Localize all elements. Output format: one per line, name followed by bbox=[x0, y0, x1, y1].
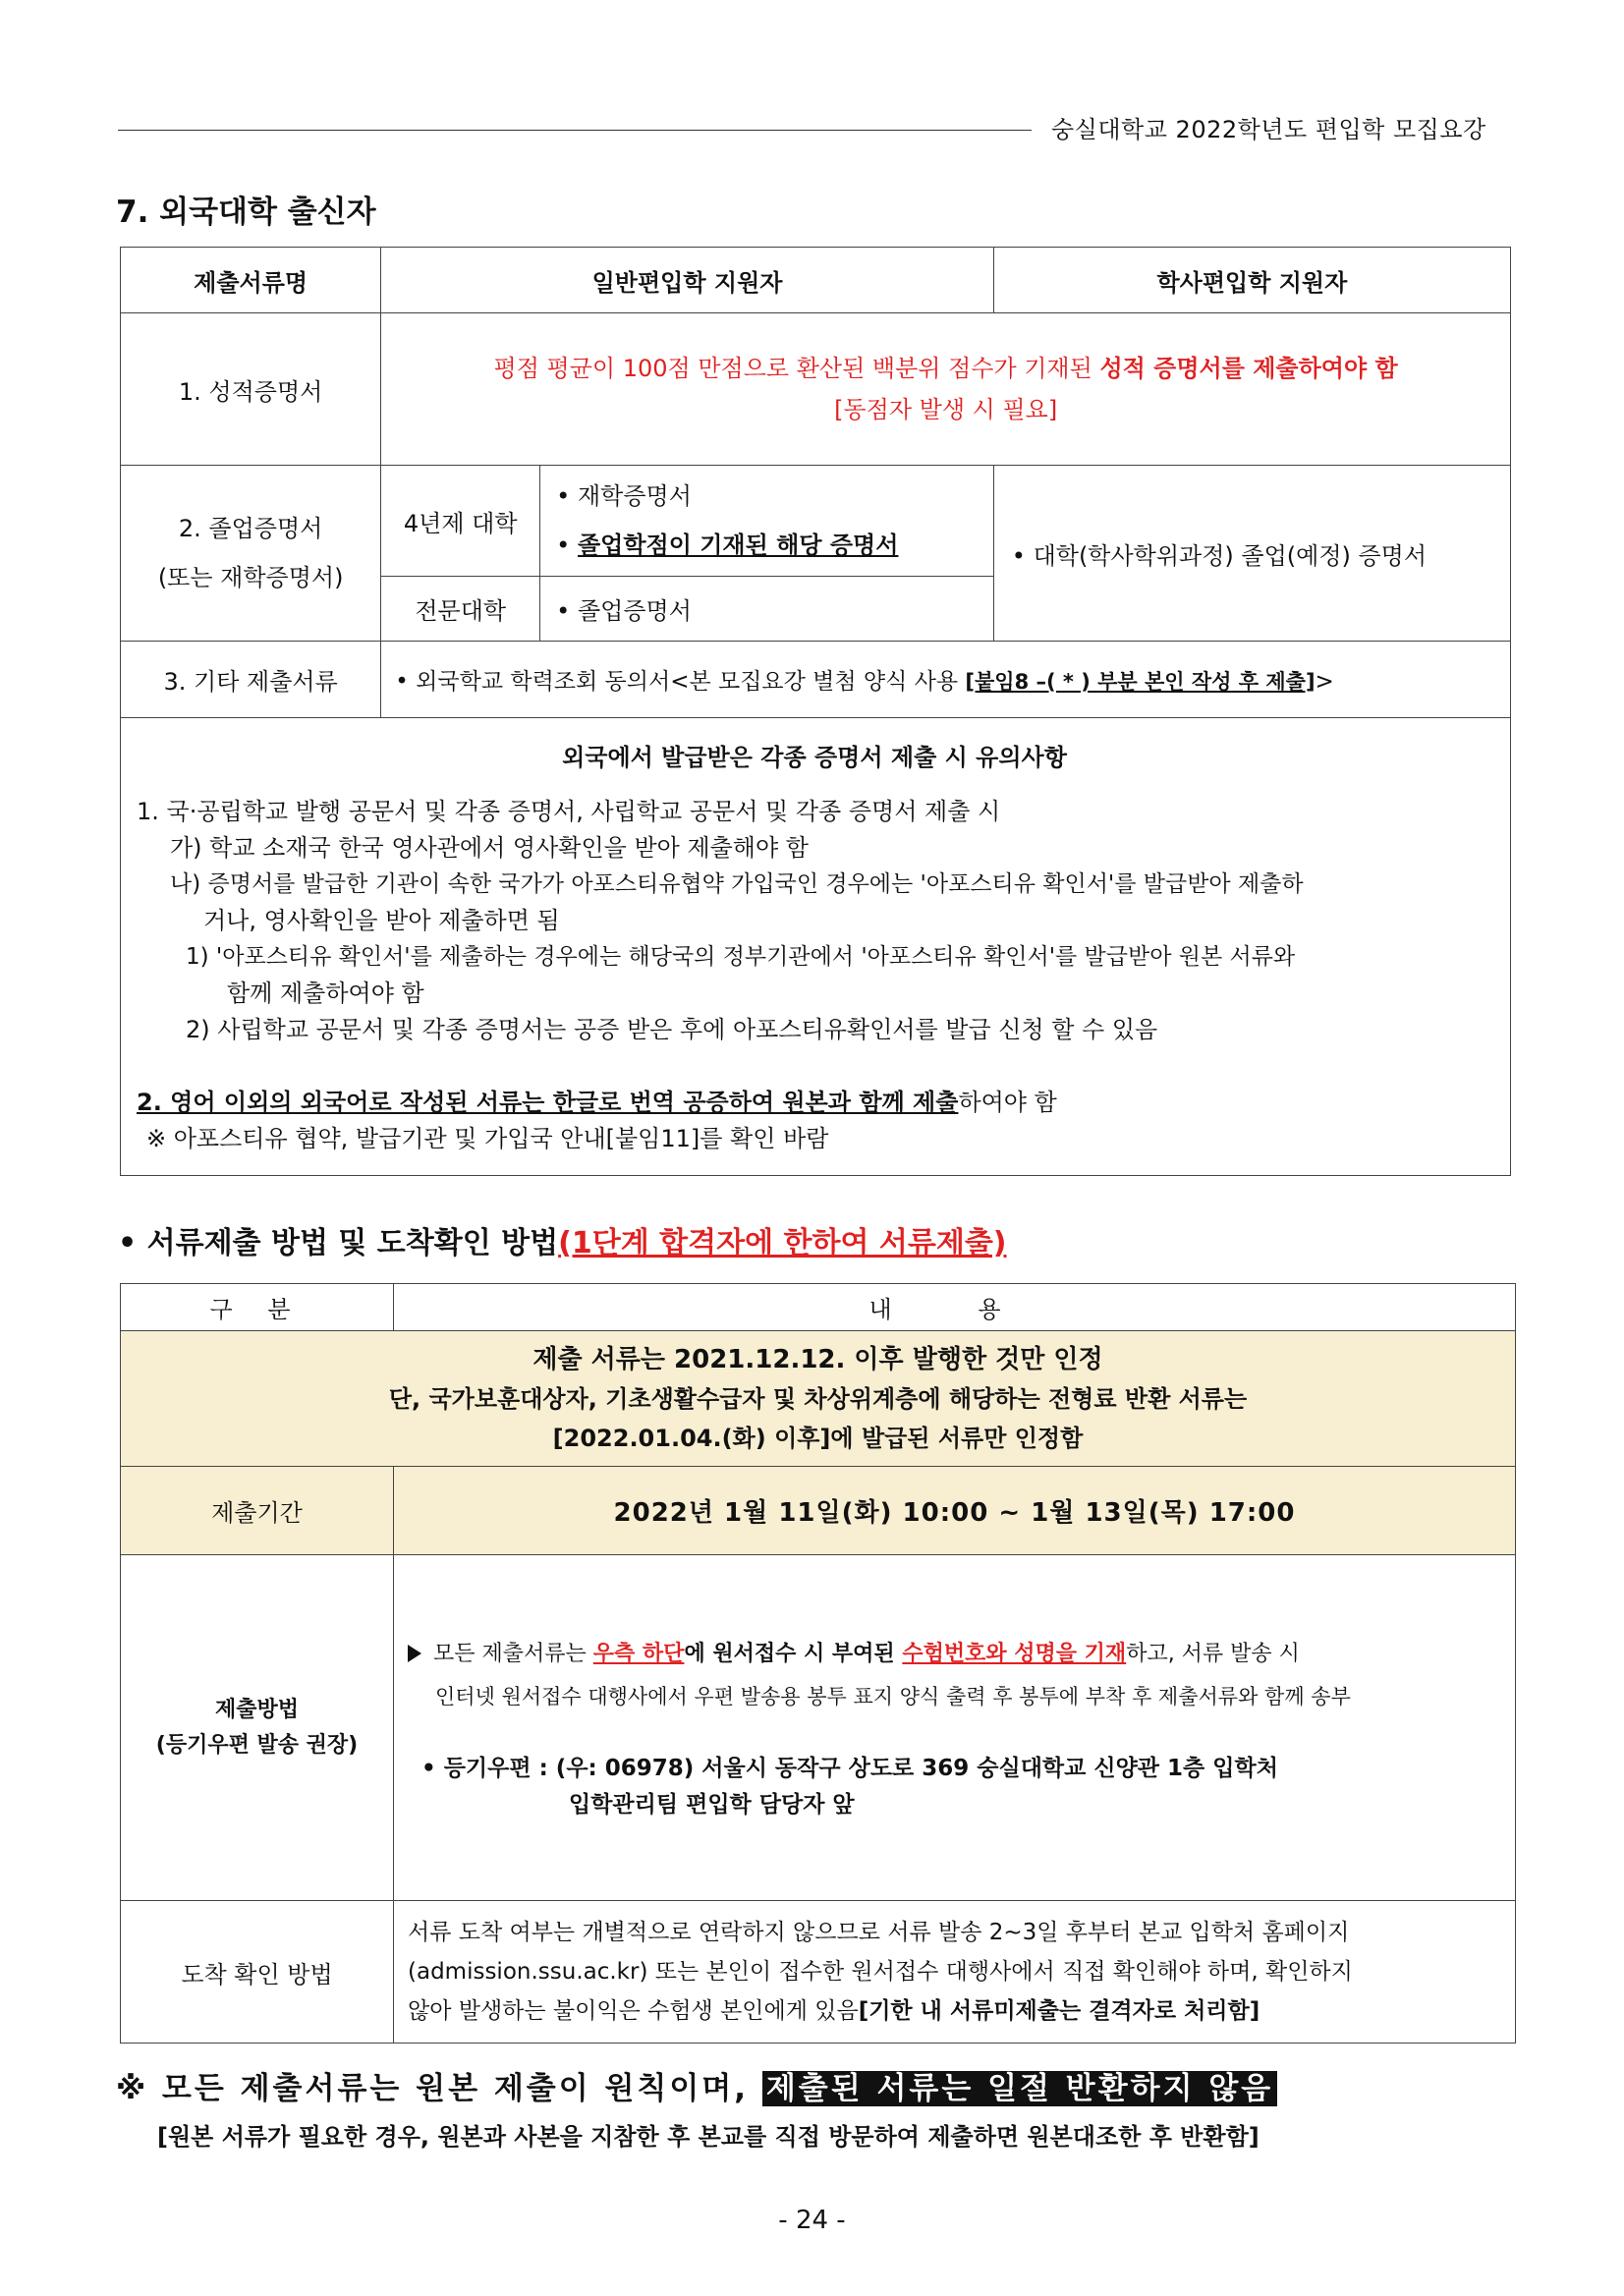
notes-box bbox=[121, 718, 1511, 1176]
section-title: 7. 외국대학 출신자 bbox=[116, 195, 376, 230]
period-label: 제출기간 bbox=[121, 1467, 394, 1555]
period-value: 2022년 1월 11일(화) 10:00 ~ 1월 13일(목) 17:00 bbox=[394, 1467, 1516, 1555]
note-line-2: 가) 학교 소재국 한국 영사관에서 영사확인을 받아 제출해야 함 bbox=[170, 834, 809, 862]
note-line-9: ※ 아포스티유 협약, 발급기관 및 가입국 안내[붙임11]를 확인 바람 bbox=[146, 1125, 829, 1152]
row-other-content: • 외국학교 학력조회 동의서<본 모집요강 별첨 양식 사용 [붙임8 –( * ) 부분 본인 작성 후 제출]> bbox=[381, 642, 1511, 718]
bachelor-doc: • 대학(학사학위과정) 졸업(예정) 증명서 bbox=[993, 466, 1510, 642]
method-line-1: 모든 제출서류는 우측 하단에 원서접수 시 부여된 수험번호와 성명을 기재하고, 서류 발송 시 bbox=[408, 1637, 1515, 1667]
graduation-label-line2: (또는 재학증명서) bbox=[157, 564, 344, 591]
row-other-label: 3. 기타 제출서류 bbox=[121, 642, 381, 718]
college-label: 전문대학 bbox=[381, 577, 540, 642]
notice-line-2: 단, 국가보훈대상자, 기초생활수급자 및 차상위계층에 해당하는 전형료 반환 서류는 bbox=[388, 1384, 1248, 1413]
transcript-text: 평점 평균이 100점 만점으로 환산된 백분위 점수가 기재된 bbox=[493, 355, 1100, 382]
notice-line-3: [2022.01.04.(화) 이후]에 발급된 서류만 인정함 bbox=[552, 1424, 1084, 1452]
notes-title: 외국에서 발급받은 각종 증명서 제출 시 유의사항 bbox=[562, 744, 1067, 771]
notice-line-1: 제출 서류는 2021.12.12. 이후 발행한 것만 인정 bbox=[532, 1344, 1103, 1374]
original-docs-note: ※ 모든 제출서류는 원본 제출이 원칙이며, 제출된 서류는 일절 반환하지 않음 bbox=[116, 2063, 1277, 2107]
method-label: 제출방법 (등기우편 발송 권장) bbox=[121, 1555, 394, 1901]
univ4-item-enrollment: • 재학증명서 bbox=[556, 482, 692, 510]
check-label: 도착 확인 방법 bbox=[121, 1901, 394, 2044]
check-line-2: (admission.ssu.ac.kr) 또는 본인이 접수한 원서접수 대행사에서 직접 확인해야 하며, 확인하지 bbox=[408, 1959, 1353, 1985]
univ4-items bbox=[540, 466, 994, 577]
check-content bbox=[394, 1901, 1516, 2044]
no-return-notice: 제출된 서류는 일절 반환하지 않음 bbox=[762, 2071, 1277, 2106]
col-header-bachelor: 학사편입학 지원자 bbox=[993, 248, 1510, 313]
college-item: • 졸업증명서 bbox=[540, 577, 994, 642]
submission-title: • 서류제출 방법 및 도착확인 방법(1단계 합격자에 한하여 서류제출) bbox=[118, 1226, 1007, 1260]
method-content bbox=[394, 1555, 1516, 1901]
note-line-3: 나) 증명서를 발급한 기관이 속한 국가가 아포스티유협약 가입국인 경우에는 '아포스티유 확인서'를 발급받아 제출하 bbox=[170, 871, 1304, 897]
method-line-2: 인터넷 원서접수 대행사에서 우편 발송용 봉투 표지 양식 출력 후 봉투에 부착 후 제출서류와 함께 송부 bbox=[435, 1685, 1351, 1708]
note-line-1: 1. 국·공립학교 발행 공문서 및 각종 증명서, 사립학교 공문서 및 각종 증명서 제출 시 bbox=[137, 798, 1001, 825]
graduation-label-line1: 2. 졸업증명서 bbox=[178, 515, 323, 542]
row-graduation-label bbox=[121, 466, 381, 642]
note-line-7: 2) 사립학교 공문서 및 각종 증명서는 공증 받은 후에 아포스티유확인서를 발급 신청 할 수 있음 bbox=[186, 1016, 1158, 1043]
mail-address: • 등기우편 : (우: 06978) 서울시 동작구 상도로 369 숭실대학교 신양관 1층 입학처 입학관리팀 편입학 담당자 앞 bbox=[421, 1756, 1278, 1818]
univ4-label: 4년제 대학 bbox=[381, 466, 540, 577]
submission-table bbox=[120, 1283, 1516, 2044]
transcript-emphasis: 성적 증명서를 제출하여야 함 bbox=[1099, 355, 1398, 382]
arrow-right-icon bbox=[408, 1645, 421, 1662]
col-header-general: 일반편입학 지원자 bbox=[381, 248, 994, 313]
transcript-tie-note: [동점자 발생 시 필요] bbox=[834, 396, 1058, 423]
note-line-6: 함께 제출하여야 함 bbox=[227, 980, 424, 1007]
univ4-item-credits: • 졸업학점이 기재된 해당 증명서 bbox=[556, 532, 899, 559]
col-header-category: 구 분 bbox=[121, 1284, 394, 1331]
row-transcript-label: 1. 성적증명서 bbox=[121, 313, 381, 466]
original-return-note: [원본 서류가 필요한 경우, 원본과 사본을 지참한 후 본교를 직접 방문하여 제출하면 원본대조한 후 반환함] bbox=[157, 2123, 1260, 2151]
check-line-1: 서류 도착 여부는 개별적으로 연락하지 않으므로 서류 발송 2~3일 후부터 본교 입학처 홈페이지 bbox=[408, 1920, 1350, 1945]
page-number: - 24 - bbox=[778, 2206, 846, 2235]
header-title: 숭실대학교 2022학년도 편입학 모집요강 bbox=[1051, 116, 1486, 143]
col-header-content: 내 용 bbox=[394, 1284, 1516, 1331]
documents-table bbox=[120, 247, 1511, 1176]
note-line-8: 2. 영어 이외의 외국어로 작성된 서류는 한글로 번역 공증하여 원본과 함께 제출하여야 함 bbox=[137, 1089, 1057, 1116]
note-line-5: 1) '아포스티유 확인서'를 제출하는 경우에는 해당국의 정부기관에서 '아포스티유 확인서'를 발급받아 원본 서류와 bbox=[186, 944, 1296, 970]
check-line-3: 않아 발생하는 불이익은 수험생 본인에게 있음[기한 내 서류미제출는 결격자로 처리함] bbox=[408, 1998, 1260, 2024]
header-rule bbox=[118, 130, 1032, 131]
notice-box bbox=[121, 1331, 1516, 1467]
note-line-4: 거나, 영사확인을 받아 제출하면 됨 bbox=[203, 907, 560, 934]
col-header-doc-name: 제출서류명 bbox=[121, 248, 381, 313]
row-transcript-content bbox=[381, 313, 1511, 466]
